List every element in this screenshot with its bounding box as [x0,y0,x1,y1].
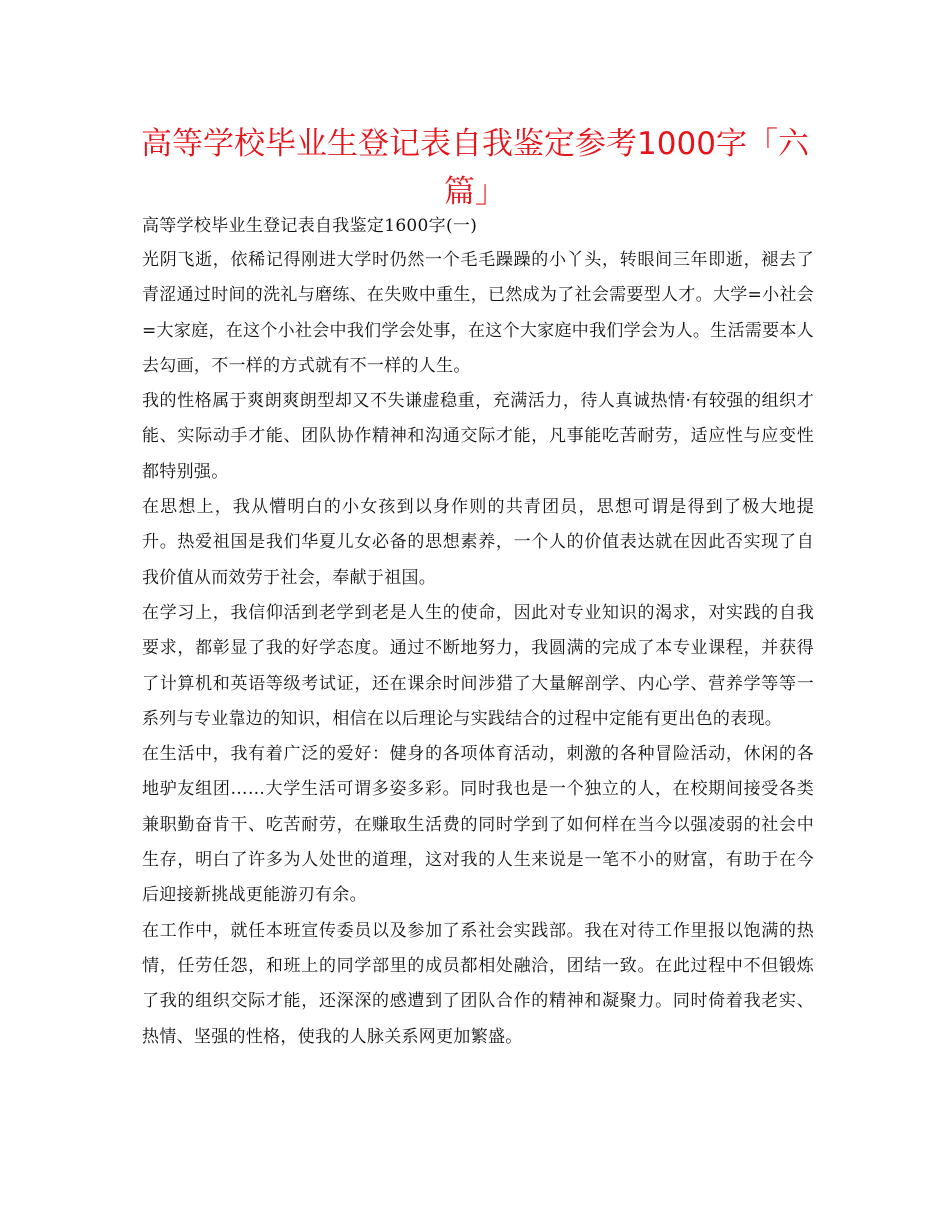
paragraph: 在工作中，就任本班宣传委员以及参加了系社会实践部。我在对待工作里报以饱满的热情，任劳任怨，和班上的同学部里的成员都相处融洽，团结一致。在此过程中不但锻炼了我的组织交际才能，还深深的感遭到了团队合作的精神和凝聚力。同时倚着我老实、热情、坚强的性格，使我的人脉关系网更加繁盛。 [142,920,814,1047]
paragraph: 在学习上，我信仰活到老学到老是人生的使命，因此对专业知识的渴求，对实践的自我要求，都彰显了我的好学态度。通过不断地努力，我圆满的完成了本专业课程，并获得了计算机和英语等级考试证，还在课余时间涉猎了大量解剖学、内心学、营养学等等一系列与专业靠边的知识，相信在以后理论与实践结合的过程中定能有更出色的表现。 [142,602,814,729]
document-title: 高等学校毕业生登记表自我鉴定参考1000字「六篇」 [141,126,809,210]
document-body [142,210,814,1055]
paragraph: 光阴飞逝，依稀记得刚进大学时仍然一个毛毛躁躁的小丫头，转眼间三年即逝，褪去了青涩通过时间的洗礼与磨练、在失败中重生，已然成为了社会需要型人才。大学=小社会=大家庭，在这个小社会中我们学会处事，在这个大家庭中我们学会为人。生活需要本人去勾画，不一样的方式就有不一样的人生。 [142,250,814,376]
section-subtitle: 高等学校毕业生登记表自我鉴定1600字(一) [142,216,478,236]
paragraph: 我的性格属于爽朗爽朗型却又不失谦虚稳重，充满活力，待人真诚热情·有较强的组织才能、实际动手才能、团队协作精神和沟通交际才能，凡事能吃苦耐劳，适应性与应变性都特别强。 [142,391,814,482]
paragraph: 在思想上，我从懵明白的小女孩到以身作则的共青团员，思想可谓是得到了极大地提升。热爱祖国是我们华夏儿女必备的思想素养，一个人的价值表达就在因此否实现了自我价值从而效劳于社会，奉献于祖国。 [142,497,814,588]
paragraph: 在生活中，我有着广泛的爱好：健身的各项体育活动，刺激的各种冒险活动，休闲的各地驴友组团……大学生活可谓多姿多彩。同时我也是一个独立的人，在校期间接受各类兼职勤奋肯干、吃苦耐劳，在赚取生活费的同时学到了如何样在当今以强凌弱的社会中生存，明白了许多为人处世的道理，这对我的人生来说是一笔不小的财富，有助于在今后迎接新挑战更能游刃有余。 [142,744,814,906]
